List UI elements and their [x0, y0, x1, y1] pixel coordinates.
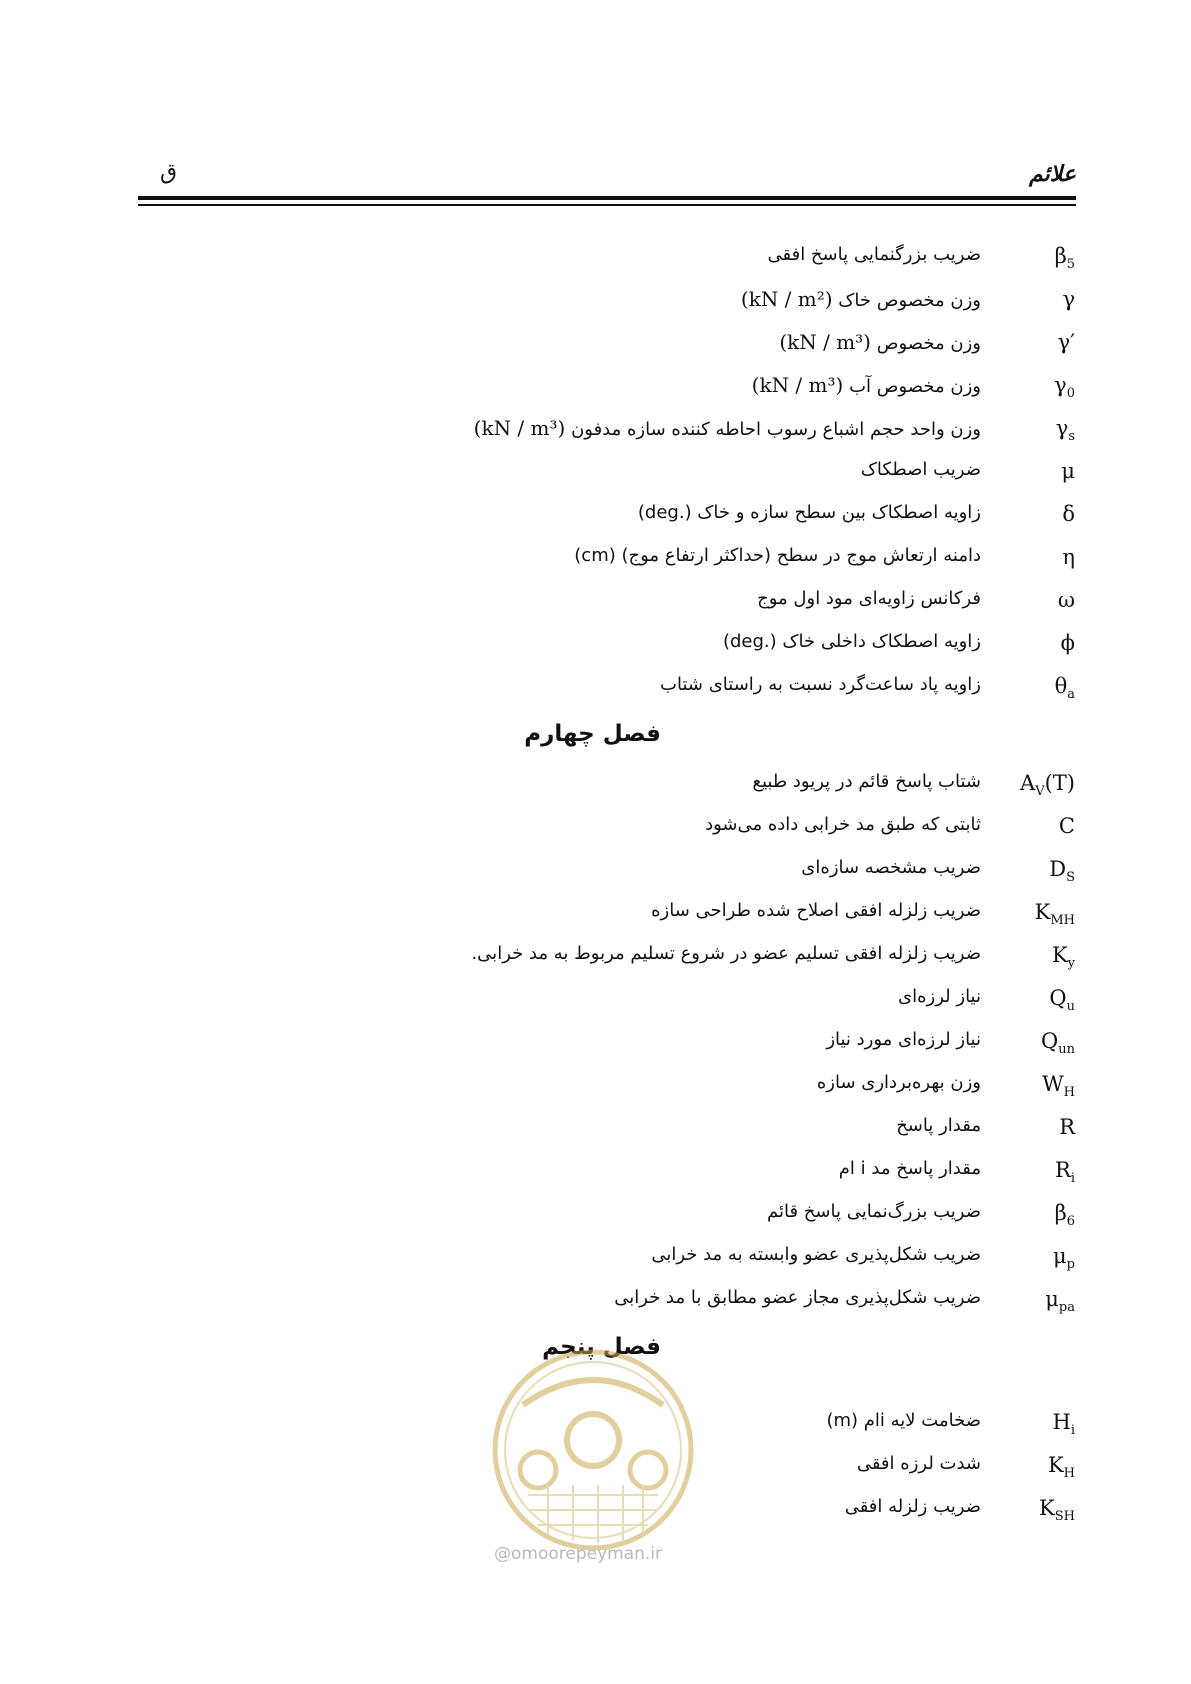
symbol-row [0, 238, 1191, 281]
symbol: $A_V(T)$ [1020, 771, 1075, 800]
symbol: C [1058, 814, 1075, 838]
symbol-description: وزن بهره‌برداری سازه [816, 1072, 981, 1093]
symbol-description: زاویه اصطکاک بین سطح سازه و خاک (.deg) [637, 502, 981, 523]
symbol-row [0, 1238, 1191, 1281]
symbol: $K_{SH}$ [1039, 1496, 1075, 1525]
symbol-row [0, 281, 1191, 324]
symbol-description: ضریب زلزله افقی تسلیم عضو در شروع تسلیم مربوط به مد خرابی. [471, 943, 981, 964]
unit: (kN / m³) [779, 330, 871, 354]
symbol: $K_H$ [1047, 1453, 1075, 1482]
symbol: $K_y$ [1051, 943, 1075, 972]
symbol-description: وزن واحد حجم اشباع رسوب احاطه کننده سازه مدفون (kN / m³) [473, 416, 981, 440]
symbol: ω [1057, 588, 1075, 612]
symbol-row [0, 1281, 1191, 1324]
symbol-row [0, 496, 1191, 539]
running-head-title: علائم [1028, 162, 1076, 187]
symbol-row [0, 367, 1191, 410]
header-rule-thin [138, 204, 1076, 206]
symbol-description: فرکانس زاویه‌ای مود اول موج [757, 588, 981, 609]
symbol-description: ضریب اصطکاک [860, 459, 981, 480]
unit: (kN / m²) [740, 287, 833, 311]
symbol: η [1062, 545, 1075, 569]
symbol: $\beta_6$ [1054, 1201, 1075, 1230]
symbol-description: ضریب زلزله افقی [844, 1496, 981, 1517]
symbol: $\mu_{pa}$ [1045, 1287, 1075, 1316]
page-header [138, 150, 1076, 206]
symbol-description: شتاب پاسخ قائم در پریود طبیع [752, 771, 981, 792]
symbol-row [0, 894, 1191, 937]
symbol: $H_i$ [1052, 1410, 1075, 1439]
symbol-row [0, 582, 1191, 625]
symbol-description: ضریب بزرگ‌نمایی پاسخ قائم [767, 1201, 981, 1222]
symbol: $Q_{un}$ [1041, 1029, 1075, 1058]
symbol-description: ضریب زلزله افقی اصلاح شده طراحی سازه [651, 900, 981, 921]
symbol-description: زاویه اصطکاک داخلی خاک (.deg) [722, 631, 981, 652]
symbol: $K_{MH}$ [1034, 900, 1075, 929]
symbol-description: وزن مخصوص آب (kN / m³) [751, 373, 981, 397]
symbol-description: وزن مخصوص (kN / m³) [779, 330, 981, 354]
symbol-description: مقدار پاسخ مد i ام [838, 1158, 981, 1179]
symbol: $\gamma_s$ [1055, 416, 1075, 445]
symbol-row [0, 1023, 1191, 1066]
symbol-row [0, 453, 1191, 496]
symbol-row [0, 808, 1191, 851]
symbol: $\gamma_0$ [1054, 373, 1075, 402]
symbol-description: مقدار پاسخ [896, 1115, 981, 1136]
omoorepeyman-seal-icon [488, 1345, 698, 1555]
unit: (kN / m³) [473, 416, 566, 440]
symbol-row [0, 1195, 1191, 1238]
symbol-list [0, 238, 1191, 1533]
symbol: γ′ [1057, 330, 1075, 354]
section-heading-chapter-4 [0, 711, 1191, 765]
symbol-row [0, 1152, 1191, 1195]
symbol-row [0, 1109, 1191, 1152]
symbol: $D_S$ [1049, 857, 1075, 886]
symbol: μ [1061, 459, 1075, 483]
symbol-description: وزن مخصوص خاک (kN / m²) [740, 287, 981, 311]
symbol-row [0, 1066, 1191, 1109]
symbol: $\theta_a$ [1054, 674, 1075, 703]
symbol-description: ضریب شکل‌پذیری عضو وابسته به مد خرابی [651, 1244, 981, 1265]
symbol-row [0, 851, 1191, 894]
symbol: δ [1062, 502, 1075, 526]
watermark-text: @omoorepeyman.ir [494, 1544, 663, 1564]
symbol-description: ضریب مشخصه سازه‌ای [801, 857, 981, 878]
symbol-description: ثابتی که طبق مد خرابی داده می‌شود [705, 814, 981, 835]
symbol: R [1059, 1115, 1075, 1139]
unit: (kN / m³) [751, 373, 844, 397]
symbol: $R_i$ [1055, 1158, 1075, 1187]
header-rule-thick [138, 196, 1076, 200]
page-number: ق [160, 160, 178, 185]
symbol-description: ضریب شکل‌پذیری مجاز عضو مطابق با مد خرابی [614, 1287, 981, 1308]
symbol-description: شدت لرزه افقی [856, 1453, 981, 1474]
symbol-row [0, 668, 1191, 711]
symbol-description: زاویه پاد ساعت‌گرد نسبت به راستای شتاب [660, 674, 981, 695]
section-title: فصل پنجم [542, 1334, 661, 1360]
symbol-description: دامنه ارتعاش موج در سطح (حداکثر ارتفاع موج) (cm) [574, 545, 981, 566]
symbol-description: نیاز لرزه‌ای [898, 986, 981, 1007]
symbol: γ [1062, 287, 1075, 311]
symbol-row [0, 410, 1191, 453]
symbol-row [0, 324, 1191, 367]
symbol-row [0, 980, 1191, 1023]
symbol-row [0, 625, 1191, 668]
symbol-row [0, 937, 1191, 980]
section-title: فصل چهارم [524, 721, 661, 747]
symbol: $W_H$ [1042, 1072, 1075, 1101]
symbol: $\mu_p$ [1053, 1244, 1075, 1273]
symbol: $\beta_5$ [1054, 244, 1075, 273]
symbol-row [0, 539, 1191, 582]
symbol-description: ضخامت لایه iام (m) [826, 1410, 981, 1431]
symbol-description: نیاز لرزه‌ای مورد نیاز [826, 1029, 981, 1050]
symbol-description: ضریب بزرگنمایی پاسخ افقی [767, 244, 981, 265]
symbol: ϕ [1060, 631, 1075, 655]
symbol-row [0, 765, 1191, 808]
symbol: $Q_u$ [1049, 986, 1075, 1015]
